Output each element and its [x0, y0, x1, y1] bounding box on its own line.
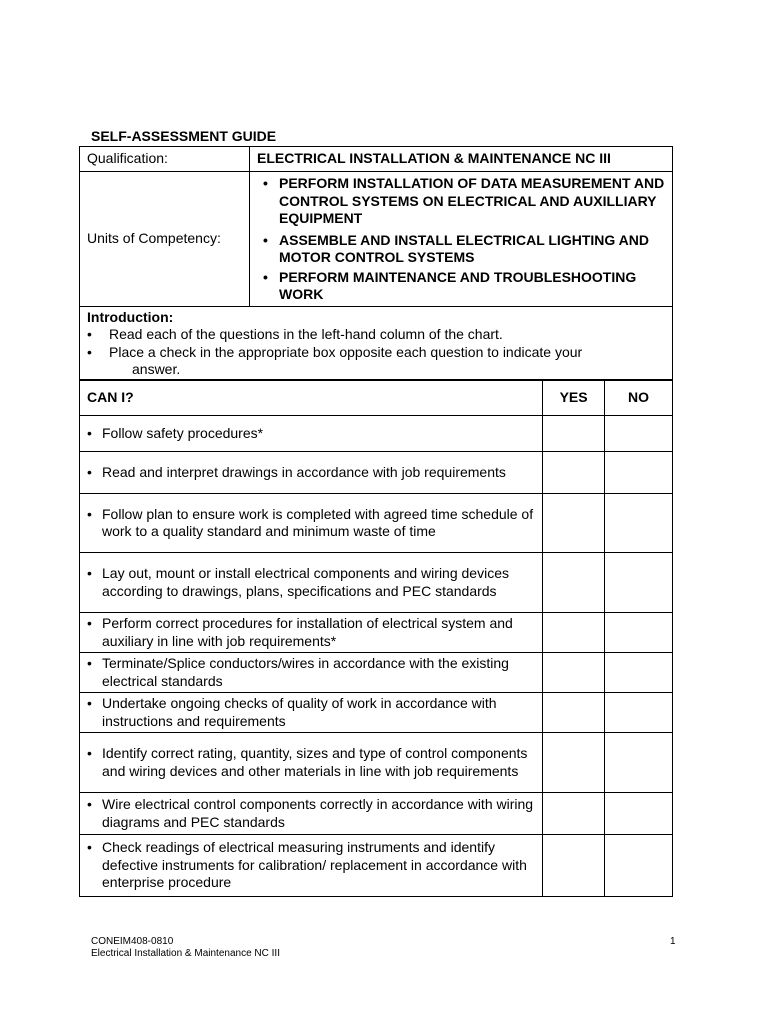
question-cell	[80, 416, 543, 452]
introduction-continuation: answer.	[132, 361, 181, 377]
question-cell	[80, 494, 543, 553]
question-cell	[80, 653, 543, 693]
no-checkbox-cell[interactable]	[605, 452, 673, 494]
unit-item: • PERFORM MAINTENANCE AND TROUBLESHOOTING WORK	[257, 269, 665, 304]
yes-checkbox-cell[interactable]	[543, 416, 605, 452]
units-cell	[250, 172, 673, 307]
introduction-item	[87, 344, 665, 379]
header-no: NO	[605, 380, 673, 416]
header-can-i: CAN I?	[80, 380, 543, 416]
question-cell	[80, 613, 543, 653]
no-checkbox-cell[interactable]	[605, 693, 673, 733]
table-row	[80, 693, 673, 733]
question-cell	[80, 793, 543, 835]
header-yes: YES	[543, 380, 605, 416]
question-text: • Follow safety procedures*	[87, 425, 535, 443]
question-text: • Perform correct procedures for installation of electrical system and auxiliary in line with job requirements*	[87, 615, 535, 650]
introduction-item-text: Place a check in the appropriate box opposite each question to indicate your	[109, 343, 583, 360]
qualification-label: Qualification:	[80, 147, 250, 172]
yes-checkbox-cell[interactable]	[543, 613, 605, 653]
question-text: • Terminate/Splice conductors/wires in accordance with the existing electrical standards	[87, 655, 535, 690]
yes-checkbox-cell[interactable]	[543, 733, 605, 793]
table-row	[80, 613, 673, 653]
footer-document-code: CONEIM408-0810	[91, 936, 174, 947]
yes-checkbox-cell[interactable]	[543, 494, 605, 553]
no-checkbox-cell[interactable]	[605, 553, 673, 613]
no-checkbox-cell[interactable]	[605, 653, 673, 693]
units-label: Units of Competency:	[80, 172, 250, 307]
units-row	[80, 172, 673, 307]
footer-document-title: Electrical Installation & Maintenance NC III	[91, 948, 280, 959]
question-text: • Read and interpret drawings in accordance with job requirements	[87, 464, 535, 482]
table-row	[80, 835, 673, 897]
question-cell	[80, 452, 543, 494]
table-row	[80, 416, 673, 452]
question-cell	[80, 553, 543, 613]
introduction-row	[80, 306, 673, 380]
question-cell	[80, 835, 543, 897]
no-checkbox-cell[interactable]	[605, 613, 673, 653]
yes-checkbox-cell[interactable]	[543, 553, 605, 613]
checklist-table	[79, 379, 673, 897]
yes-checkbox-cell[interactable]	[543, 835, 605, 897]
no-checkbox-cell[interactable]	[605, 835, 673, 897]
yes-checkbox-cell[interactable]	[543, 793, 605, 835]
introduction-list	[87, 326, 665, 379]
table-row	[80, 452, 673, 494]
checklist-header-row	[80, 380, 673, 416]
no-checkbox-cell[interactable]	[605, 416, 673, 452]
question-text: • Follow plan to ensure work is completed with agreed time schedule of work to a quality standard and minimum waste of time	[87, 506, 535, 541]
table-row	[80, 494, 673, 553]
table-row	[80, 653, 673, 693]
unit-item: • ASSEMBLE AND INSTALL ELECTRICAL LIGHTING AND MOTOR CONTROL SYSTEMS	[257, 232, 665, 267]
question-text: • Lay out, mount or install electrical components and wiring devices according to drawings, plans, specifications and PEC standards	[87, 565, 535, 600]
question-text: • Undertake ongoing checks of quality of work in accordance with instructions and requirements	[87, 695, 535, 730]
qualification-table	[79, 146, 673, 381]
qualification-row	[80, 147, 673, 172]
question-text: • Wire electrical control components correctly in accordance with wiring diagrams and PEC standards	[87, 796, 535, 831]
question-cell	[80, 733, 543, 793]
qualification-value: ELECTRICAL INSTALLATION & MAINTENANCE NC III	[250, 147, 673, 172]
no-checkbox-cell[interactable]	[605, 494, 673, 553]
table-row	[80, 553, 673, 613]
page-title: SELF-ASSESSMENT GUIDE	[91, 128, 277, 144]
table-row	[80, 733, 673, 793]
table-row	[80, 793, 673, 835]
unit-item: • PERFORM INSTALLATION OF DATA MEASUREMENT AND CONTROL SYSTEMS ON ELECTRICAL AND AUXILLIARY EQUIPMENT	[257, 175, 665, 228]
no-checkbox-cell[interactable]	[605, 793, 673, 835]
page-number: 1	[670, 936, 676, 947]
units-list	[257, 172, 665, 306]
introduction-item-text: Read each of the questions in the left-hand column of the chart.	[109, 326, 503, 342]
yes-checkbox-cell[interactable]	[543, 693, 605, 733]
question-text: • Identify correct rating, quantity, sizes and type of control components and wiring devices and other materials in line with job requirements	[87, 745, 535, 780]
introduction-cell	[80, 306, 673, 380]
yes-checkbox-cell[interactable]	[543, 452, 605, 494]
yes-checkbox-cell[interactable]	[543, 653, 605, 693]
question-cell	[80, 693, 543, 733]
introduction-heading: Introduction:	[87, 308, 174, 325]
introduction-item	[87, 326, 665, 344]
question-text: • Check readings of electrical measuring instruments and identify defective instruments for calibration/ replacement in accordance with enterprise procedure	[87, 839, 535, 892]
no-checkbox-cell[interactable]	[605, 733, 673, 793]
